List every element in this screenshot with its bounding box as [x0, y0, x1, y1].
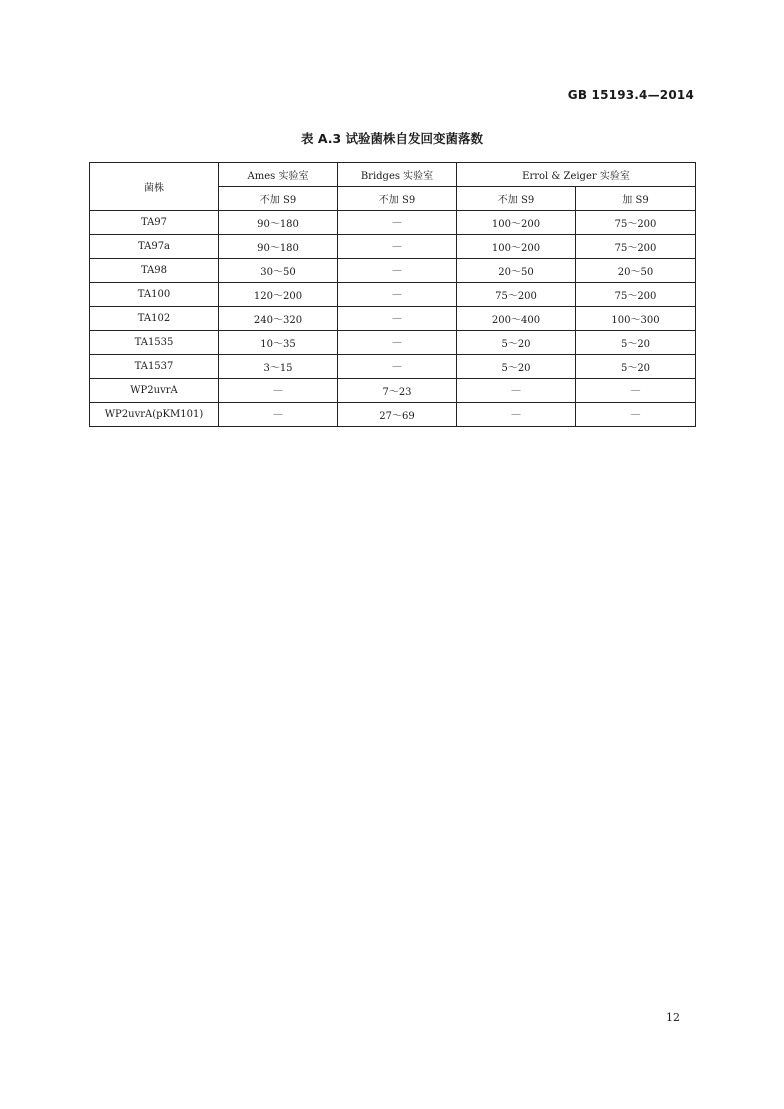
value-cell: 3～15	[219, 355, 338, 379]
value-cell: 100～300	[576, 307, 696, 331]
value-cell: 5～20	[576, 355, 696, 379]
value-cell: —	[576, 403, 696, 427]
table-row	[90, 355, 696, 379]
strain-cell: TA1537	[90, 355, 219, 379]
value-cell: 20～50	[576, 259, 696, 283]
value-cell: —	[457, 379, 576, 403]
table-container	[89, 162, 695, 427]
value-cell: 90～180	[219, 211, 338, 235]
strain-cell: TA100	[90, 283, 219, 307]
standard-code: GB 15193.4—2014	[567, 88, 694, 102]
value-cell: —	[338, 283, 457, 307]
value-cell: —	[338, 259, 457, 283]
value-cell: 5～20	[576, 331, 696, 355]
value-cell: 75～200	[576, 283, 696, 307]
table-row	[90, 379, 696, 403]
strain-cell: TA102	[90, 307, 219, 331]
subheader-cell: 不加 S9	[338, 187, 457, 211]
value-cell: 200～400	[457, 307, 576, 331]
value-cell: —	[457, 403, 576, 427]
value-cell: 5～20	[457, 331, 576, 355]
value-cell: —	[338, 331, 457, 355]
strain-cell: TA97	[90, 211, 219, 235]
value-cell: 27～69	[338, 403, 457, 427]
value-cell: —	[338, 211, 457, 235]
table-row	[90, 307, 696, 331]
header-group-errol-zeiger: Errol & Zeiger 实验室	[457, 163, 696, 187]
value-cell: 7～23	[338, 379, 457, 403]
value-cell: 20～50	[457, 259, 576, 283]
subheader-cell: 加 S9	[576, 187, 696, 211]
value-cell: 120～200	[219, 283, 338, 307]
table-row	[90, 235, 696, 259]
value-cell: —	[338, 355, 457, 379]
value-cell: —	[219, 403, 338, 427]
value-cell: 75～200	[457, 283, 576, 307]
strain-cell: WP2uvrA	[90, 379, 219, 403]
header-group-bridges: Bridges 实验室	[338, 163, 457, 187]
value-cell: —	[576, 379, 696, 403]
value-cell: 90～180	[219, 235, 338, 259]
table-row	[90, 283, 696, 307]
strain-cell: TA97a	[90, 235, 219, 259]
value-cell: 5～20	[457, 355, 576, 379]
value-cell: 10～35	[219, 331, 338, 355]
subheader-cell: 不加 S9	[457, 187, 576, 211]
strain-cell: WP2uvrA(pKM101)	[90, 403, 219, 427]
value-cell: 100～200	[457, 235, 576, 259]
value-cell: 75～200	[576, 211, 696, 235]
value-cell: 240～320	[219, 307, 338, 331]
table-title: 表 A.3 试验菌株自发回变菌落数	[300, 131, 484, 146]
header-group-ames: Ames 实验室	[219, 163, 338, 187]
value-cell: 75～200	[576, 235, 696, 259]
header-strain: 菌株	[90, 163, 219, 211]
table-row	[90, 211, 696, 235]
value-cell: —	[338, 235, 457, 259]
spontaneous-revertant-table	[89, 162, 696, 427]
strain-cell: TA1535	[90, 331, 219, 355]
table-row	[90, 259, 696, 283]
value-cell: 30～50	[219, 259, 338, 283]
value-cell: —	[219, 379, 338, 403]
value-cell: —	[338, 307, 457, 331]
strain-cell: TA98	[90, 259, 219, 283]
page-number: 12	[666, 1011, 680, 1024]
table-row	[90, 331, 696, 355]
table-row	[90, 403, 696, 427]
value-cell: 100～200	[457, 211, 576, 235]
subheader-cell: 不加 S9	[219, 187, 338, 211]
